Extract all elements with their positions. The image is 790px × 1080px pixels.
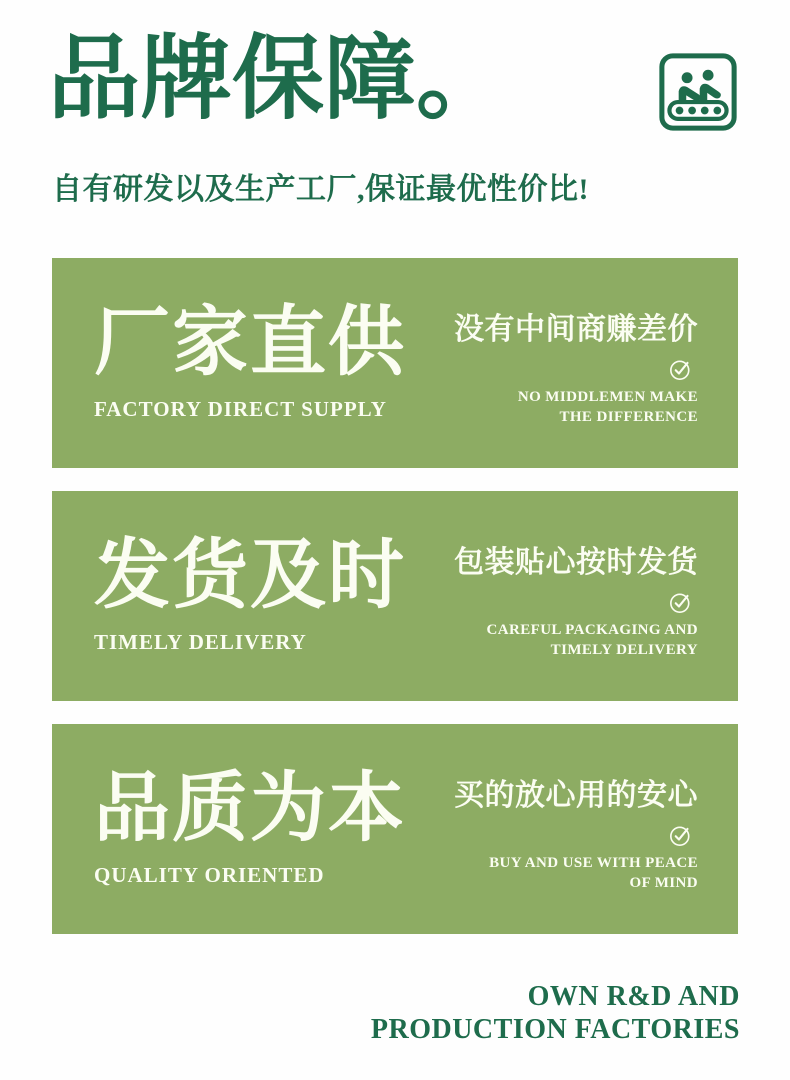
card-left-block bbox=[94, 533, 406, 655]
benefit-card-quality-oriented bbox=[52, 724, 738, 934]
card-tagline-en-line1: NO MIDDLEMEN MAKE bbox=[517, 389, 698, 406]
header bbox=[0, 0, 790, 150]
card-tagline-en bbox=[489, 854, 698, 894]
check-circle-icon bbox=[668, 589, 694, 615]
check-circle-icon bbox=[668, 822, 694, 848]
card-title-en: QUALITY ORIENTED bbox=[94, 862, 325, 887]
card-title-zh: 品质为本 bbox=[94, 766, 406, 851]
benefit-card-factory-direct bbox=[52, 258, 738, 468]
card-left-block bbox=[94, 766, 406, 888]
card-tagline-en-line2: THE DIFFERENCE bbox=[559, 409, 698, 425]
card-tagline-en bbox=[487, 621, 698, 661]
footer-line2: PRODUCTION FACTORIES bbox=[370, 1014, 740, 1046]
card-right-block bbox=[454, 770, 698, 894]
card-tagline-en-line2: TIMELY DELIVERY bbox=[550, 642, 698, 658]
assembly-line-icon bbox=[656, 50, 740, 134]
footer-line1: OWN R&D AND bbox=[527, 981, 740, 1012]
card-title-zh: 厂家直供 bbox=[94, 300, 406, 385]
card-tagline-en-line2: OF MIND bbox=[629, 875, 698, 891]
card-left-block bbox=[94, 300, 406, 422]
card-right-block bbox=[454, 304, 698, 428]
card-tagline-en-line1: BUY AND USE WITH PEACE bbox=[489, 855, 698, 872]
card-tagline-en-line1: CAREFUL PACKAGING AND bbox=[486, 622, 698, 639]
card-tagline-zh: 没有中间商赚差价 bbox=[454, 313, 698, 347]
footer bbox=[0, 980, 790, 1046]
card-tagline-en bbox=[518, 388, 698, 428]
card-tagline-zh: 包装贴心按时发货 bbox=[454, 546, 698, 580]
benefit-card-timely-delivery bbox=[52, 491, 738, 701]
page-title: 品牌保障。 bbox=[48, 28, 509, 130]
card-title-en: FACTORY DIRECT SUPPLY bbox=[94, 396, 387, 421]
benefit-cards bbox=[52, 258, 738, 934]
card-right-block bbox=[454, 537, 698, 661]
card-title-en: TIMELY DELIVERY bbox=[94, 629, 307, 654]
check-circle-icon bbox=[668, 356, 694, 382]
card-tagline-zh: 买的放心用的安心 bbox=[454, 779, 698, 813]
card-title-zh: 发货及时 bbox=[94, 533, 406, 618]
page-subtitle: 自有研发以及生产工厂,保证最优性价比! bbox=[52, 173, 589, 206]
